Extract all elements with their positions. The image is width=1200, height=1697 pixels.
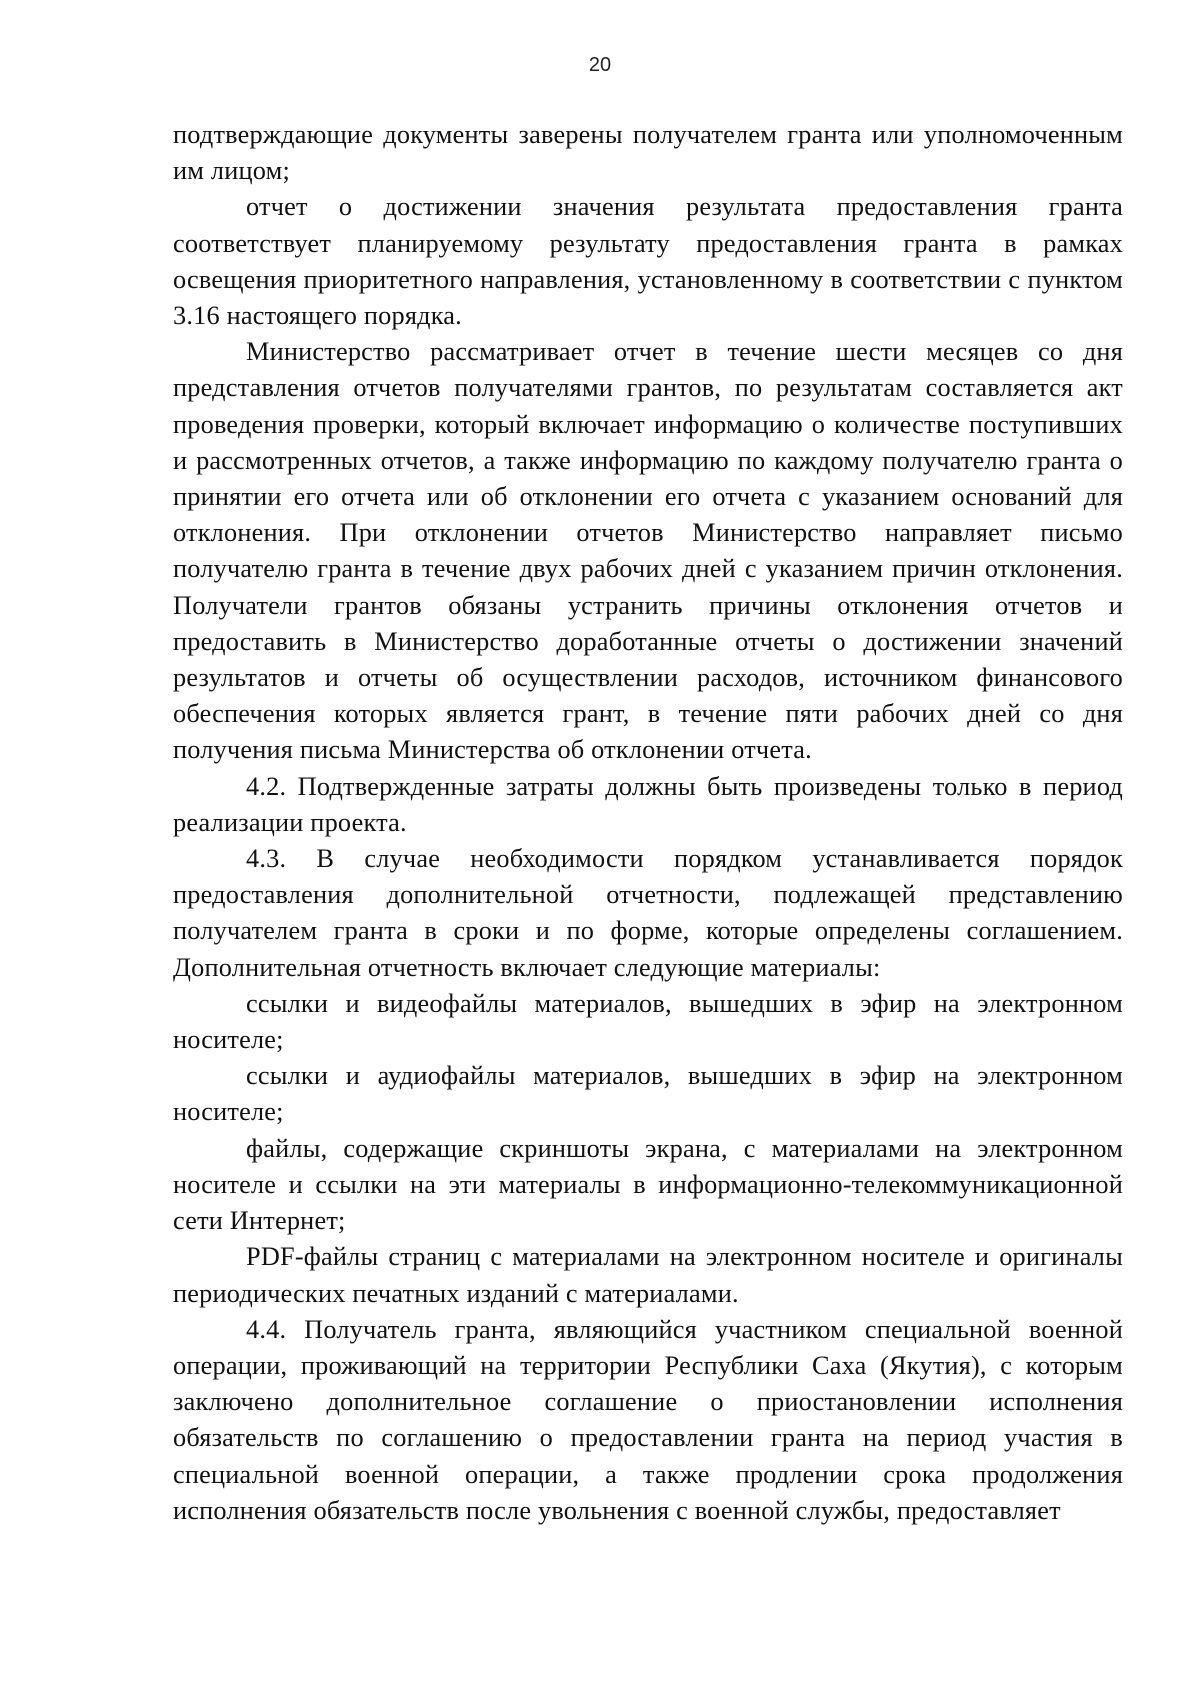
list-item-video: ссылки и видеофайлы материалов, вышедших в эфир на электронном носителе; xyxy=(173,988,1123,1055)
document-body xyxy=(173,117,1123,1529)
list-item-screenshots: файлы, содержащие скриншоты экрана, с материалами на электронном носителе и ссылки на эти материалы в информационно-телекоммуникационной сети Интернет; xyxy=(173,1133,1123,1236)
paragraph-4-3: 4.3. В случае необходимости порядком устанавливается порядок предоставления дополнительной отчетности, подлежащей представлению получателем гранта в сроки и по форме, которые определены соглашением. Дополнительная отчетность включает следующие материалы: xyxy=(173,844,1123,982)
paragraph-1: подтверждающие документы заверены получателем гранта или уполномоченным им лицом; xyxy=(173,120,1123,186)
paragraph-2: отчет о достижении значения результата предоставления гранта соответствует планируемому результату предоставления гранта в рамках освещения приоритетного направления, установленному в соответствии с пунктом 3.16 настоящего порядка. xyxy=(173,192,1123,331)
paragraph-4-4: 4.4. Получатель гранта, являющийся участником специальной военной операции, проживающий на территории Республики Саха (Якутия), с которым заключено дополнительное соглашение о приостановлении исполнения обязательств по соглашению о предоставлении гранта на период участия в специальной военной операции, а также продлении срока продолжения исполнения обязательств после увольнения с военной службы, предоставляет xyxy=(173,1314,1123,1525)
list-item-pdf: PDF-файлы страниц с материалами на электронном носителе и оригиналы периодических печатных изданий с материалами. xyxy=(173,1242,1123,1308)
paragraph-4-2: 4.2. Подтвержденные затраты должны быть произведены только в период реализации проекта. xyxy=(173,771,1123,837)
list-item-audio: ссылки и аудиофайлы материалов, вышедших в эфир на электронном носителе; xyxy=(173,1061,1123,1127)
paragraph-3: Министерство рассматривает отчет в течение шести месяцев со дня представления отчетов получателями грантов, по результатам составляется акт проведения проверки, который включает информацию о количестве поступивших и рассмотренных отчетов, а также информацию по каждому получателю гранта о принятии его отчета или об отклонении его отчета с указанием оснований для отклонения. При отклонении отчетов Министерство направляет письмо получателю гранта в течение двух рабочих дней с указанием причин отклонения. Получатели грантов обязаны устранить причины отклонения отчетов и предоставить в Министерство доработанные отчеты о достижении значений результатов и отчеты об осуществлении расходов, источником финансового обеспечения которых является грант, в течение пяти рабочих дней со дня получения письма Министерства об отклонении отчета. xyxy=(173,337,1123,765)
page-number: 20 xyxy=(588,54,612,76)
